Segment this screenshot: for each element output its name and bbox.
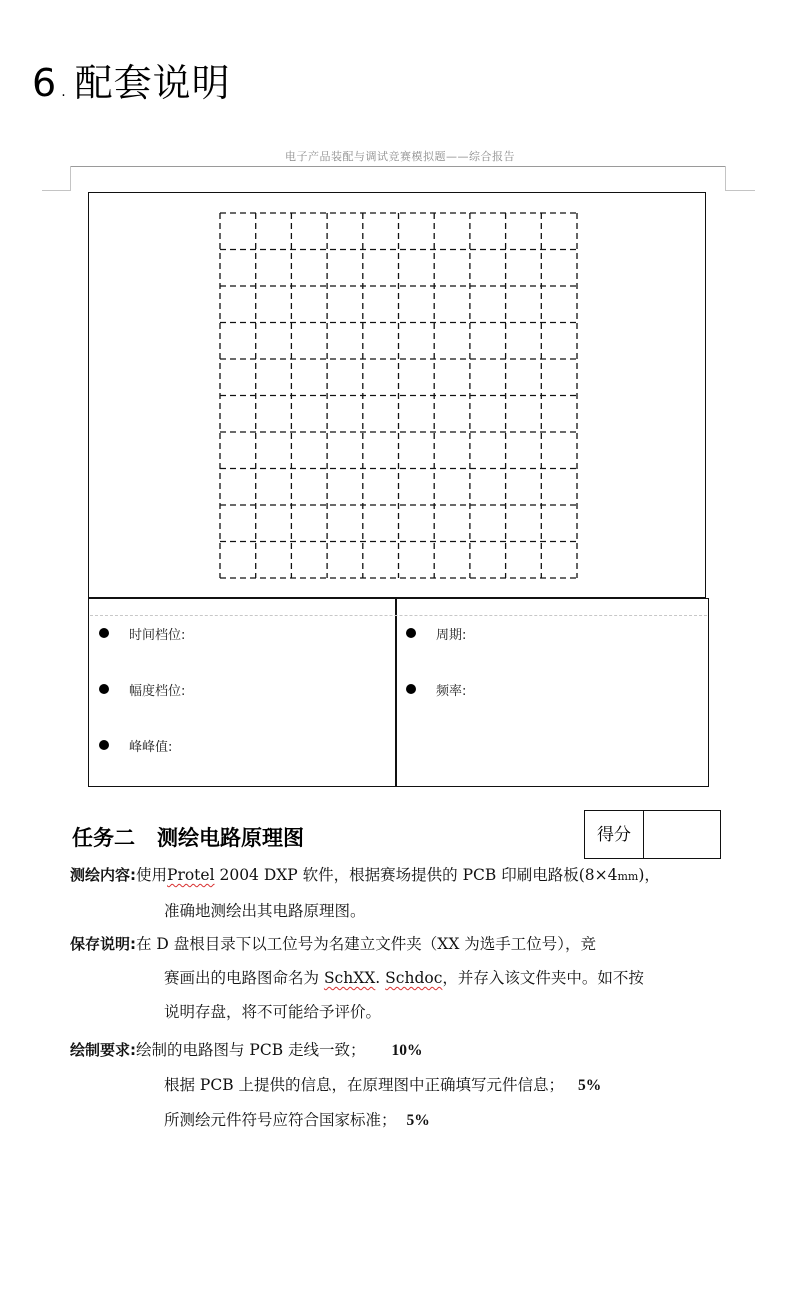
measure-label: 峰峰值: [129,739,173,755]
requirement-percent: 5% [578,1077,602,1094]
save-label: 保存说明: [70,935,136,953]
measurement-cell-right [395,598,709,787]
task-title [72,822,304,852]
measure-frequency [406,679,466,699]
save-paragraph [70,927,644,1029]
task-title-main: 测绘电路原理图 [157,826,304,850]
file-name-b: Schdoc [385,969,443,987]
requirement-text: 所测绘元件符号应符合国家标准； [164,1111,397,1129]
requirements-label: 绘制要求: [70,1041,136,1059]
header-corner-left [70,166,71,190]
margin-mark-right [725,190,755,191]
board-size-unit: mm [617,870,639,883]
score-value-field[interactable] [644,811,720,858]
requirement-text: 绘制的电路图与 PCB 走线一致； [136,1041,366,1059]
measure-peak-to-peak [99,735,172,755]
measure-label: 周期: [436,627,467,643]
save-text: 赛画出的电路图命名为 [164,969,324,987]
requirement-percent: 10% [391,1042,423,1059]
score-box [584,810,721,859]
save-text: . [375,969,386,987]
measurement-cell-left [88,598,397,787]
requirement-text: 根据 PCB 上提供的信息，在原理图中正确填写元件信息； [164,1076,565,1094]
save-text: ，并存入该文件夹中。如不按 [442,969,644,987]
bullet-icon [99,628,109,638]
requirement-percent: 5% [406,1112,430,1129]
measure-label: 时间档位: [129,627,186,643]
bullet-icon [99,684,109,694]
measure-label: 频率: [436,683,467,699]
table-dashed-guide [90,615,707,616]
page-header-text: 电子产品装配与调试竞赛模拟题——综合报告 [285,150,515,163]
bullet-icon [406,628,416,638]
header-rule [70,166,726,167]
requirement-item [70,1103,601,1138]
file-name-a: SchXX [323,969,376,987]
section-heading [32,58,231,117]
section-number-dot: . [61,84,67,100]
score-label: 得分 [585,811,644,858]
board-size: 8×4 [584,866,618,884]
save-line-1: 在 D 盘根目录下以工位号为名建立文件夹（XX 为选手工位号），竞 [136,935,597,953]
content-line-2: 准确地测绘出其电路原理图。 [164,902,366,920]
section-title: 配套说明 [74,61,231,105]
software-name: Protel [167,866,215,884]
content-text: 使用 [136,866,168,884]
content-text: 2004 DXP 软件，根据赛场提供的 PCB 印刷电路板( [214,866,585,884]
measure-volt-div [99,679,185,699]
save-line-3: 说明存盘，将不可能给予评价。 [164,1003,382,1021]
header-corner-right [725,166,726,190]
measurement-table [88,598,709,787]
measure-time-div [99,623,185,643]
oscilloscope-grid [219,212,578,579]
measure-period [406,623,466,643]
save-line-2 [70,961,644,995]
section-number: 6 [32,61,58,105]
content-label: 测绘内容: [70,866,136,884]
measure-label: 幅度档位: [129,683,186,699]
content-paragraph [70,858,660,928]
content-text: )， [638,866,660,884]
margin-mark-left [42,190,71,191]
task-title-prefix: 任务二 [72,826,135,850]
requirements-paragraph [70,1033,601,1138]
bullet-icon [99,740,109,750]
requirement-item [70,1068,601,1103]
bullet-icon [406,684,416,694]
